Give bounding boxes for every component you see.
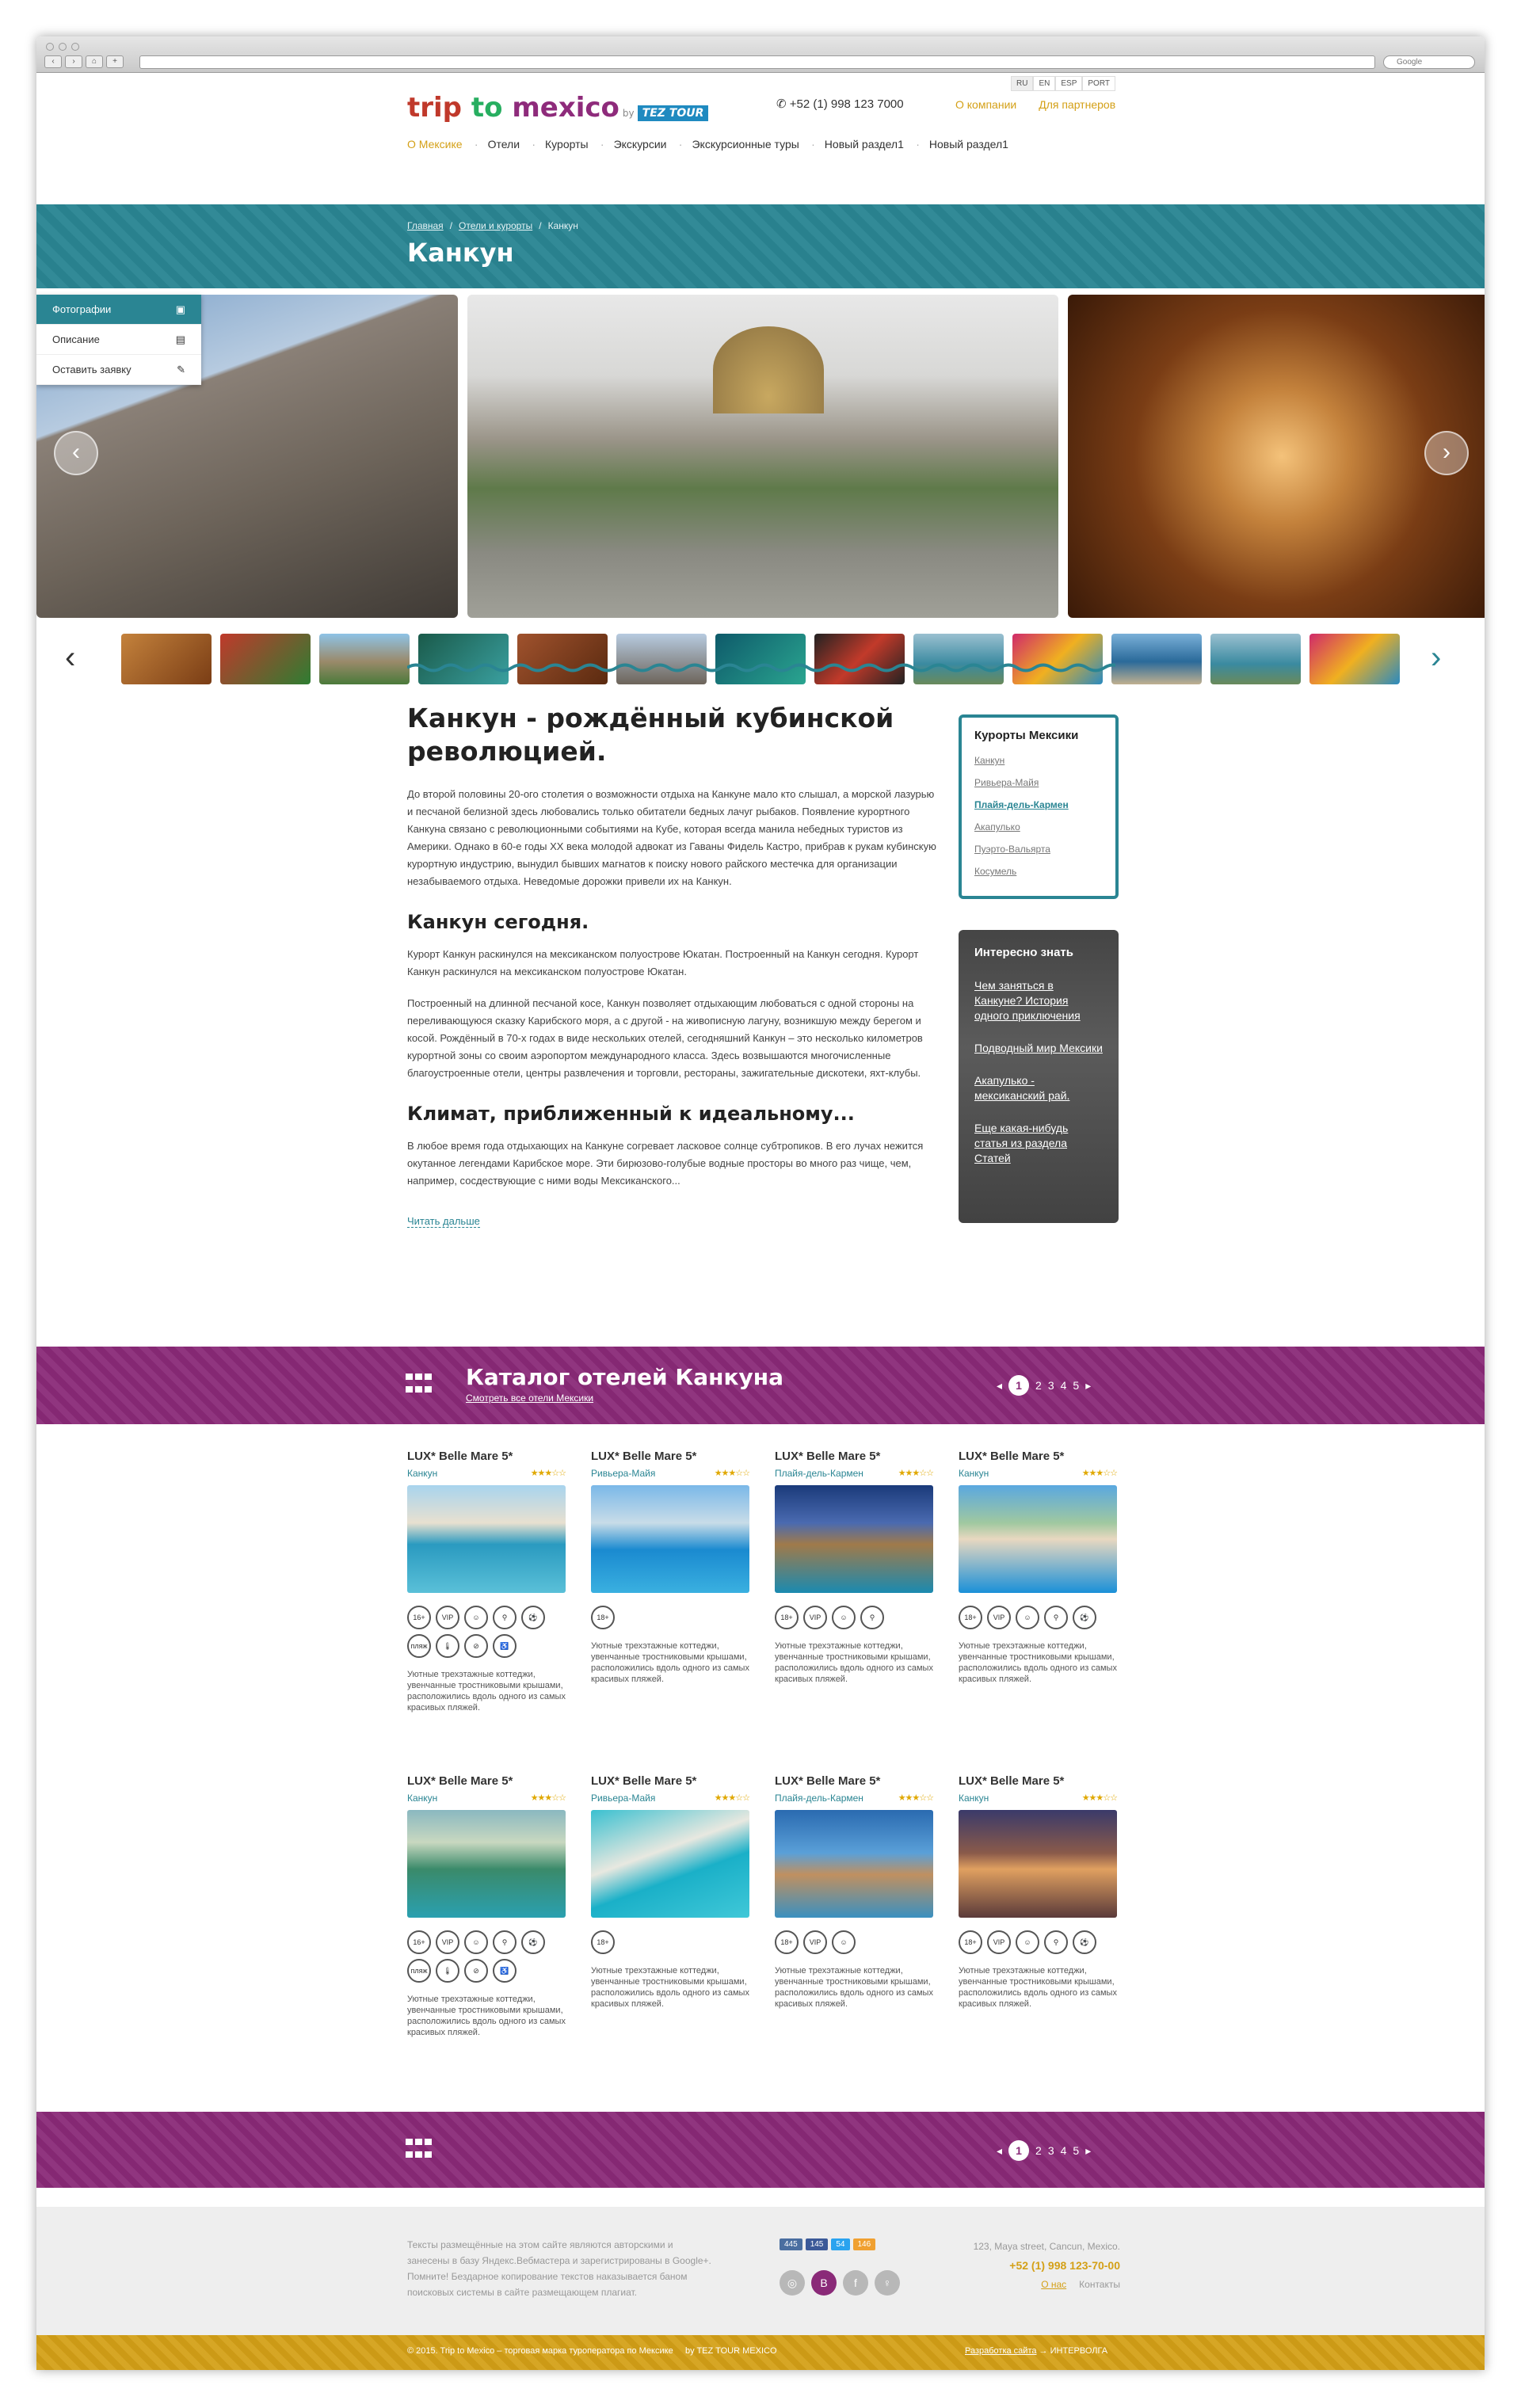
wave-divider [407,662,1115,673]
age-icon: 18+ [775,1930,799,1954]
resorts-widget [959,714,1119,899]
lang-ru[interactable]: RU [1011,76,1033,91]
thumbnail[interactable] [1111,634,1202,684]
gallery-prev-button[interactable]: ‹ [54,431,98,475]
thumbnail[interactable] [1210,634,1301,684]
all-hotels-link[interactable]: Смотреть все отели Мексики [466,1393,594,1404]
prev-page-icon[interactable]: ◂ [997,2143,1003,2157]
about-link[interactable]: О компании [955,98,1017,111]
browser-search-input[interactable]: Google [1383,55,1475,69]
hotel-name[interactable]: LUX* Belle Mare 5* [959,1450,1065,1463]
kids-icon: ☺ [464,1930,488,1954]
document-icon: ▤ [175,333,185,345]
hotel-photo[interactable] [775,1810,933,1918]
thumbnail[interactable] [1012,634,1103,684]
kids-icon: ☺ [464,1606,488,1629]
amenity-icons [407,1930,566,1983]
thumbnail[interactable] [715,634,806,684]
kids-icon: ☺ [1016,1606,1039,1629]
footer-copyright: © 2015. Trip to Mexico – торговая марка туроператора по Мексике [407,2346,673,2356]
pagination [997,1375,1091,1396]
home-icon[interactable]: ⌂ [86,55,103,68]
rating-stars: ★★★☆☆ [714,1793,749,1803]
gallery-side-menu [36,295,201,385]
kids-icon: ☺ [832,1606,856,1629]
beach-icon: пляж [407,1959,431,1983]
menu-item-new2[interactable]: Новый раздел1 [928,138,1008,150]
hotel-description: Уютные трехэтажные коттеджи, увенчанные тростниковыми крышами, расположились вдоль одного из самых красивых пляжей. [959,1641,1117,1684]
partners-link[interactable]: Для партнеров [1039,98,1116,111]
page-link[interactable]: 5 [1073,2144,1080,2157]
twitter-share-count[interactable]: 54 [831,2238,849,2250]
menu-item-tours[interactable]: Экскурсионные туры · [692,138,811,150]
page-link[interactable]: 2 [1035,2144,1042,2157]
rating-stars: ★★★☆☆ [530,1793,566,1803]
back-icon[interactable]: ‹ [44,55,62,68]
thermometer-icon: 🌡 [436,1634,459,1658]
tab-description[interactable]: Описание ▤ [36,325,201,355]
thumbs-prev-icon[interactable]: ‹ [65,640,76,675]
footer-bottom-bar: © 2015. Trip to Mexico – торговая марка туроператора по Мексике by TEZ TOUR MEXICO Разработка сайта → ИНТЕРВОЛГА [36,2335,1485,2370]
hotel-description: Уютные трехэтажные коттеджи, увенчанные тростниковыми крышами, расположились вдоль одного из самых красивых пляжей. [591,1641,749,1684]
hotel-photo[interactable] [407,1810,566,1918]
hotel-photo[interactable] [959,1810,1117,1918]
lang-esp[interactable]: ESP [1055,76,1082,91]
breadcrumb-home[interactable]: Главная [407,220,444,231]
article-link[interactable]: Чем заняться в Канкуне? История одного приключения [974,979,1081,1022]
amenity-icons [591,1606,749,1629]
thermometer-icon: 🌡 [436,1959,459,1983]
hotel-location[interactable]: Ривьера-Майя [591,1793,656,1804]
vip-icon: VIP [987,1606,1011,1629]
no-smoking-icon: ⊘ [464,1634,488,1658]
article-link[interactable]: Подводный мир Мексики [974,1042,1103,1054]
tab-photos[interactable]: Фотографии ▣ [36,295,201,325]
thumbnail[interactable] [1309,634,1400,684]
top-links [955,98,1115,111]
article-title: Канкун - рождённый кубинской революцией. [407,703,894,767]
odnoklassniki-icon[interactable]: ♀ [875,2270,900,2296]
vip-icon: VIP [803,1930,827,1954]
age-icon: 16+ [407,1930,431,1954]
rating-stars: ★★★☆☆ [1081,1793,1117,1803]
resort-link[interactable]: Пуэрто-Вальярта [974,844,1050,855]
thumbnail[interactable] [220,634,311,684]
hotel-location[interactable]: Канкун [407,1468,438,1479]
hotel-photo[interactable] [407,1485,566,1593]
breadcrumb-current: Канкун [547,220,578,231]
hotel-name[interactable]: LUX* Belle Mare 5* [407,1450,513,1463]
kids-icon: ☺ [832,1930,856,1954]
resort-link-active[interactable]: Плайя-дель-Кармен [974,799,1069,810]
read-more-link[interactable]: Читать дальше [407,1215,480,1227]
resort-link[interactable]: Косумель [974,866,1017,877]
hotel-photo[interactable] [775,1485,933,1593]
footer-about-link[interactable]: О нас [1041,2279,1067,2290]
hotel-name[interactable]: LUX* Belle Mare 5* [959,1774,1065,1788]
thumbnail[interactable] [814,634,905,684]
amenity-icons [959,1606,1117,1629]
page-current[interactable]: 1 [1008,2140,1029,2161]
article-paragraph: Построенный на длинной песчаной косе, Канкун позволяет отдыхающим любоваться с одной стороны на переливающуюся сказку Карибского моря, а с другой - на живописную лагуну, возникшую между берегом и косой. Рождённый в 70-х годах в виде нескольких отелей, сегодняшний Канкун – это несколько километров курортной зоны со своим аэропортом международного класса. Здесь возвышаются многочисленные благоустроенные отели, центры развлечения и торговли, рестораны, зажигательные дискотеки, яхт-клубы. [407,997,923,1079]
page-hero [36,204,1485,288]
hotel-photo[interactable] [591,1485,749,1593]
header-phone: ✆ +52 (1) 998 123 7000 [776,97,904,111]
binoculars-icon: ⚲ [860,1606,884,1629]
hotel-location[interactable]: Канкун [407,1793,438,1804]
rating-stars: ★★★☆☆ [898,1469,933,1478]
rating-stars: ★★★☆☆ [1081,1469,1117,1478]
hotel-description: Уютные трехэтажные коттеджи, увенчанные тростниковыми крышами, расположились вдоль одного из самых красивых пляжей. [959,1966,1117,2009]
hotel-photo[interactable] [959,1485,1117,1593]
thumbnail[interactable] [517,634,608,684]
amenity-icons [775,1606,933,1629]
thumbnail-strip [36,621,1485,694]
thumbnail[interactable] [319,634,410,684]
maximize-dot[interactable] [71,43,79,51]
article-paragraph: До второй половины 20-ого столетия о возможности отдыха на Канкуне мало кто слышал, а морской лазурью и песчаной белизной здесь любовались только обитатели бедных лачуг рыбаков. Появление курортного Канкуна связано с революционными событиями на Кубе, которая всегда манила небедных туристов из Америки. Однако в 60-е годы XX века молодой адвокат из Гаваны Фидель Кастро, прибрав к рукам кубинскую курортную индустрию, вынудил бывших магнатов к поиску нового райского местечка для организации незабываемого отдыха. Неведомые дорожки привели их на Канкун. [407,788,936,887]
article-subheading: Климат, приближенный к идеальному... [407,1103,855,1125]
interesting-widget [959,930,1119,1223]
site-footer [36,2207,1485,2335]
grid-icon[interactable] [406,1374,433,1396]
breadcrumb-hotels[interactable]: Отели и курорты [459,220,533,231]
hotel-card[interactable] [407,1450,566,1713]
hotel-location[interactable]: Плайя-дель-Кармен [775,1468,863,1479]
hotel-card[interactable] [959,1450,1117,1713]
hotel-card[interactable] [407,1774,566,2038]
page-current[interactable]: 1 [1008,1375,1029,1396]
thumbnail[interactable] [616,634,707,684]
catalog-title: Каталог отелей Канкуна [466,1364,783,1390]
hotel-grid-row-1 [407,1450,1120,1713]
binoculars-icon: ⚲ [493,1930,517,1954]
hotel-description: Уютные трехэтажные коттеджи, увенчанные тростниковыми крышами, расположились вдоль одного из самых красивых пляжей. [775,1966,933,2009]
article [407,702,936,1229]
hotel-photo[interactable] [591,1810,749,1918]
browser-chrome [36,36,1485,73]
kids-icon: ☺ [1016,1930,1039,1954]
hotel-description: Уютные трехэтажные коттеджи, увенчанные тростниковыми крышами, расположились вдоль одного из самых красивых пляжей. [775,1641,933,1684]
article-link[interactable]: Акапулько - мексиканский рай. [974,1074,1070,1102]
binoculars-icon: ⚲ [493,1606,517,1629]
beach-icon: пляж [407,1634,431,1658]
interesting-title: Интересно знать [974,946,1073,959]
share-counters [780,2238,875,2250]
resort-link[interactable]: Акапулько [974,821,1020,833]
instagram-icon[interactable]: ◎ [780,2270,805,2296]
minimize-dot[interactable] [59,43,67,51]
address-bar[interactable] [139,55,1375,69]
prev-page-icon[interactable]: ◂ [997,1378,1003,1392]
amenity-icons [775,1930,933,1954]
hotel-name[interactable]: LUX* Belle Mare 5* [775,1450,881,1463]
age-icon: 18+ [775,1606,799,1629]
age-icon: 18+ [591,1606,615,1629]
camera-icon: ▣ [175,303,185,315]
window-controls [46,43,79,51]
resorts-title: Курорты Мексики [974,729,1079,742]
amenity-icons [407,1606,566,1658]
hotel-description: Уютные трехэтажные коттеджи, увенчанные тростниковыми крышами, расположились вдоль одного из самых красивых пляжей. [407,1995,566,2037]
menu-item-about-mexico[interactable]: О Мексике · [407,138,475,150]
footer-contacts [955,2237,1120,2294]
page-link[interactable]: 4 [1060,1379,1067,1392]
catalog-footer-band [36,2112,1485,2188]
hotel-card[interactable] [591,1450,749,1713]
next-page-icon[interactable]: ▸ [1085,1378,1092,1392]
amenity-icons [959,1930,1117,1954]
article-paragraph: В любое время года отдыхающих на Канкуне согревает ласковое солнце субтропиков. В его лучах нежится окутанное легендами Карибское море. Эти бирюзово-голубые водные просторы во много раз чище, чем, например, сосдествующие с ними воды Мексиканского... [407,1140,924,1187]
vip-icon: VIP [987,1930,1011,1954]
tab-request[interactable]: Оставить заявку ✎ [36,355,201,385]
gallery-photo-aztec-calendar[interactable] [1068,295,1485,618]
no-smoking-icon: ⊘ [464,1959,488,1983]
vip-icon: VIP [436,1930,459,1954]
hotel-location[interactable]: Плайя-дель-Кармен [775,1793,863,1804]
vip-icon: VIP [803,1606,827,1629]
gallery-next-button[interactable]: › [1424,431,1469,475]
hotel-grid-row-2 [407,1774,1120,2038]
footer-phone: +52 (1) 998 123-70-00 [1009,2259,1120,2272]
developer-name: ИНТЕРВОЛГА [1050,2346,1108,2356]
hotel-card[interactable] [591,1774,749,2038]
vk-icon[interactable]: В [811,2270,837,2296]
thumbs-next-icon[interactable]: › [1431,640,1442,675]
pagination [997,2140,1091,2161]
rating-stars: ★★★☆☆ [898,1793,933,1803]
resort-link[interactable]: Ривьера-Майя [974,777,1039,788]
article-paragraph: Курорт Канкун раскинулся на мексиканском полуострове Юкатан. Построенный на Канкун сегодня. Курорт Канкун раскинулся на мексиканском полуострове Юкатан. [407,948,919,977]
page-link[interactable]: 4 [1060,2144,1067,2157]
rating-stars: ★★★☆☆ [714,1469,749,1478]
breadcrumb: Главная / Отели и курорты / Канкун [407,220,578,231]
menu-item-excursions[interactable]: Экскурсии · [614,138,680,150]
main-menu [407,138,1034,150]
page-link[interactable]: 3 [1047,1379,1054,1392]
hotel-description: Уютные трехэтажные коттеджи, увенчанные тростниковыми крышами, расположились вдоль одного из самых красивых пляжей. [407,1670,566,1713]
hotel-card[interactable] [959,1774,1117,2038]
footer-address: 123, Maya street, Cancun, Mexico. [973,2241,1120,2252]
hotel-card[interactable] [775,1450,933,1713]
amenity-icons [591,1930,749,1954]
menu-item-hotels[interactable]: Отели · [488,138,532,150]
lang-port[interactable]: PORT [1082,76,1115,91]
age-icon: 18+ [591,1930,615,1954]
developer-link[interactable]: Разработка сайта [965,2346,1037,2356]
next-page-icon[interactable]: ▸ [1085,2143,1092,2157]
football-icon: ⚽ [521,1606,545,1629]
hotel-name[interactable]: LUX* Belle Mare 5* [407,1774,513,1788]
site-logo[interactable]: trip to mexico by TEZ TOUR [407,92,708,124]
page-link[interactable]: 2 [1035,1379,1042,1392]
footer-contacts-link[interactable]: Контакты [1079,2279,1120,2290]
grid-icon[interactable] [406,2139,433,2161]
age-icon: 16+ [407,1606,431,1629]
facebook-icon[interactable]: f [843,2270,868,2296]
age-icon: 18+ [959,1606,982,1629]
hotel-name[interactable]: LUX* Belle Mare 5* [591,1450,697,1463]
footer-by: by TEZ TOUR MEXICO [684,2346,777,2356]
page-title: Канкун [407,238,514,268]
hotel-name[interactable]: LUX* Belle Mare 5* [591,1774,697,1788]
hotel-description: Уютные трехэтажные коттеджи, увенчанные тростниковыми крышами, расположились вдоль одного из самых красивых пляжей. [591,1966,749,2009]
new-tab-icon[interactable]: + [106,55,124,68]
browser-window [36,36,1485,2370]
copyright-notice: Тексты размещённые на этом сайте являются авторскими и занесены в базу Яндекс.Вебмастера и зарегистрированы в Google+. Помните! Бездарное копирование текстов наказывается баном поисковых системы в сайте размещающем плагиат. [407,2239,711,2298]
gallery-photo-palace[interactable] [467,295,1058,618]
accessible-icon: ♿ [493,1959,517,1983]
site-header [36,73,1485,204]
hotel-location[interactable]: Канкун [959,1793,989,1804]
menu-item-new1[interactable]: Новый раздел1 · [825,138,917,150]
hotel-card[interactable] [775,1774,933,2038]
thumbnail[interactable] [418,634,509,684]
thumbnail[interactable] [121,634,212,684]
football-icon: ⚽ [521,1930,545,1954]
forward-icon[interactable]: › [65,55,82,68]
binoculars-icon: ⚲ [1044,1930,1068,1954]
hotel-location[interactable]: Канкун [959,1468,989,1479]
nav-buttons [44,55,124,68]
close-dot[interactable] [46,43,54,51]
age-icon: 18+ [959,1930,982,1954]
football-icon: ⚽ [1073,1930,1096,1954]
menu-item-resorts[interactable]: Курорты · [545,138,601,150]
photo-gallery [36,288,1485,621]
hotel-location[interactable]: Ривьера-Майя [591,1468,656,1479]
vip-icon: VIP [436,1606,459,1629]
social-links [780,2270,900,2296]
accessible-icon: ♿ [493,1634,517,1658]
binoculars-icon: ⚲ [1044,1606,1068,1629]
edit-icon: ✎ [177,364,185,375]
vk-share-count[interactable]: 445 [780,2238,802,2250]
facebook-share-count[interactable]: 145 [806,2238,829,2250]
odnoklassniki-share-count[interactable]: 146 [853,2238,876,2250]
rating-stars: ★★★☆☆ [530,1469,566,1478]
hotel-name[interactable]: LUX* Belle Mare 5* [775,1774,881,1788]
thumbnail[interactable] [913,634,1004,684]
article-link[interactable]: Еще какая-нибудь статья из раздела Статей [974,1122,1069,1164]
language-switcher [1011,76,1115,91]
catalog-header [36,1347,1485,1424]
lang-en[interactable]: EN [1033,76,1055,91]
resort-link[interactable]: Канкун [974,755,1005,766]
article-subheading: Канкун сегодня. [407,911,589,933]
football-icon: ⚽ [1073,1606,1096,1629]
page-link[interactable]: 5 [1073,1379,1080,1392]
page-link[interactable]: 3 [1047,2144,1054,2157]
